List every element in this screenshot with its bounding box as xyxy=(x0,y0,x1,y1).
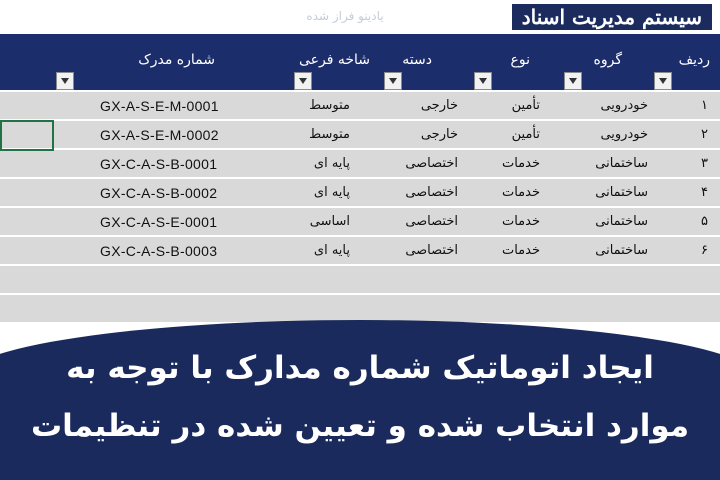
cell-row-number[interactable]: ۵ xyxy=(701,214,708,229)
column-header-category: دسته xyxy=(402,52,432,68)
title-bar xyxy=(0,0,720,34)
table-row[interactable] xyxy=(0,179,720,207)
cell-category[interactable]: اختصاصی xyxy=(405,185,458,200)
cell-subbranch[interactable]: متوسط xyxy=(309,127,350,142)
cell-type[interactable]: خدمات xyxy=(501,243,540,258)
cell-subbranch[interactable]: پایه ای xyxy=(313,243,350,258)
dropdown-filter-icon xyxy=(659,78,667,84)
cell-category[interactable]: اختصاصی xyxy=(405,156,458,171)
table-row[interactable] xyxy=(0,92,720,120)
table-row[interactable] xyxy=(0,295,720,323)
column-header-document-number: شماره مدرک xyxy=(138,52,215,68)
dropdown-filter-icon xyxy=(479,78,487,84)
column-header-group: گروه xyxy=(593,52,622,68)
cell-document-number[interactable]: GX-C-A-S-E-0001 xyxy=(100,214,218,230)
cell-type[interactable]: تأمین xyxy=(511,127,540,142)
filter-button-group[interactable] xyxy=(564,72,582,90)
cell-type[interactable]: خدمات xyxy=(501,214,540,229)
cell-group[interactable]: خودرویی xyxy=(600,127,648,142)
cell-document-number[interactable]: GX-C-A-S-B-0001 xyxy=(100,156,218,172)
cell-group[interactable]: ساختمانی xyxy=(595,185,648,200)
cell-type[interactable]: خدمات xyxy=(501,185,540,200)
cell-subbranch[interactable]: متوسط xyxy=(309,98,350,113)
watermark-logo: یادینو فراز شده xyxy=(306,9,384,23)
cell-category[interactable]: اختصاصی xyxy=(405,243,458,258)
cell-category[interactable]: اختصاصی xyxy=(405,214,458,229)
cell-row-number[interactable]: ۳ xyxy=(701,156,708,171)
filter-button-subbranch[interactable] xyxy=(294,72,312,90)
table-row[interactable] xyxy=(0,208,720,236)
cell-group[interactable]: خودرویی xyxy=(600,98,648,113)
cell-group[interactable]: ساختمانی xyxy=(595,156,648,171)
promo-banner xyxy=(0,320,720,480)
filter-button-type[interactable] xyxy=(474,72,492,90)
column-header-type: نوع xyxy=(510,52,530,68)
filter-button-document-number[interactable] xyxy=(56,72,74,90)
cell-document-number[interactable]: GX-C-A-S-B-0002 xyxy=(100,185,218,201)
cell-category[interactable]: خارجی xyxy=(420,127,458,142)
cell-row-number[interactable]: ۴ xyxy=(701,185,708,200)
banner-line-1: ایجاد اتوماتیک شماره مدارک با توجه به xyxy=(66,350,654,386)
filter-button-category[interactable] xyxy=(384,72,402,90)
cell-row-number[interactable]: ۱ xyxy=(701,98,708,113)
cell-subbranch[interactable]: اساسی xyxy=(309,214,350,229)
app-title: سیستم مدیریت اسناد xyxy=(512,4,712,30)
cell-document-number[interactable]: GX-A-S-E-M-0001 xyxy=(100,98,219,114)
cell-group[interactable]: ساختمانی xyxy=(595,243,648,258)
cell-category[interactable]: خارجی xyxy=(420,98,458,113)
cell-document-number[interactable]: GX-C-A-S-B-0003 xyxy=(100,243,218,259)
column-header-subbranch: شاخه فرعی xyxy=(298,52,370,68)
cell-subbranch[interactable]: پایه ای xyxy=(313,185,350,200)
table-row[interactable] xyxy=(0,121,720,149)
table-row[interactable] xyxy=(0,266,720,294)
cell-type[interactable]: خدمات xyxy=(501,156,540,171)
cell-document-number[interactable]: GX-A-S-E-M-0002 xyxy=(100,127,219,143)
table-row[interactable] xyxy=(0,237,720,265)
dropdown-filter-icon xyxy=(61,78,69,84)
table-header xyxy=(0,34,720,90)
active-cell-selection[interactable] xyxy=(0,120,54,151)
cell-group[interactable]: ساختمانی xyxy=(595,214,648,229)
column-header-row-number: ردیف xyxy=(678,52,710,68)
banner-line-2: موارد انتخاب شده و تعیین شده در تنظیمات xyxy=(30,408,690,444)
table-row[interactable] xyxy=(0,150,720,178)
dropdown-filter-icon xyxy=(569,78,577,84)
cell-type[interactable]: تأمین xyxy=(511,98,540,113)
filter-button-row-number[interactable] xyxy=(654,72,672,90)
cell-subbranch[interactable]: پایه ای xyxy=(313,156,350,171)
dropdown-filter-icon xyxy=(299,78,307,84)
dropdown-filter-icon xyxy=(389,78,397,84)
cell-row-number[interactable]: ۶ xyxy=(701,243,708,258)
cell-row-number[interactable]: ۲ xyxy=(701,127,708,142)
